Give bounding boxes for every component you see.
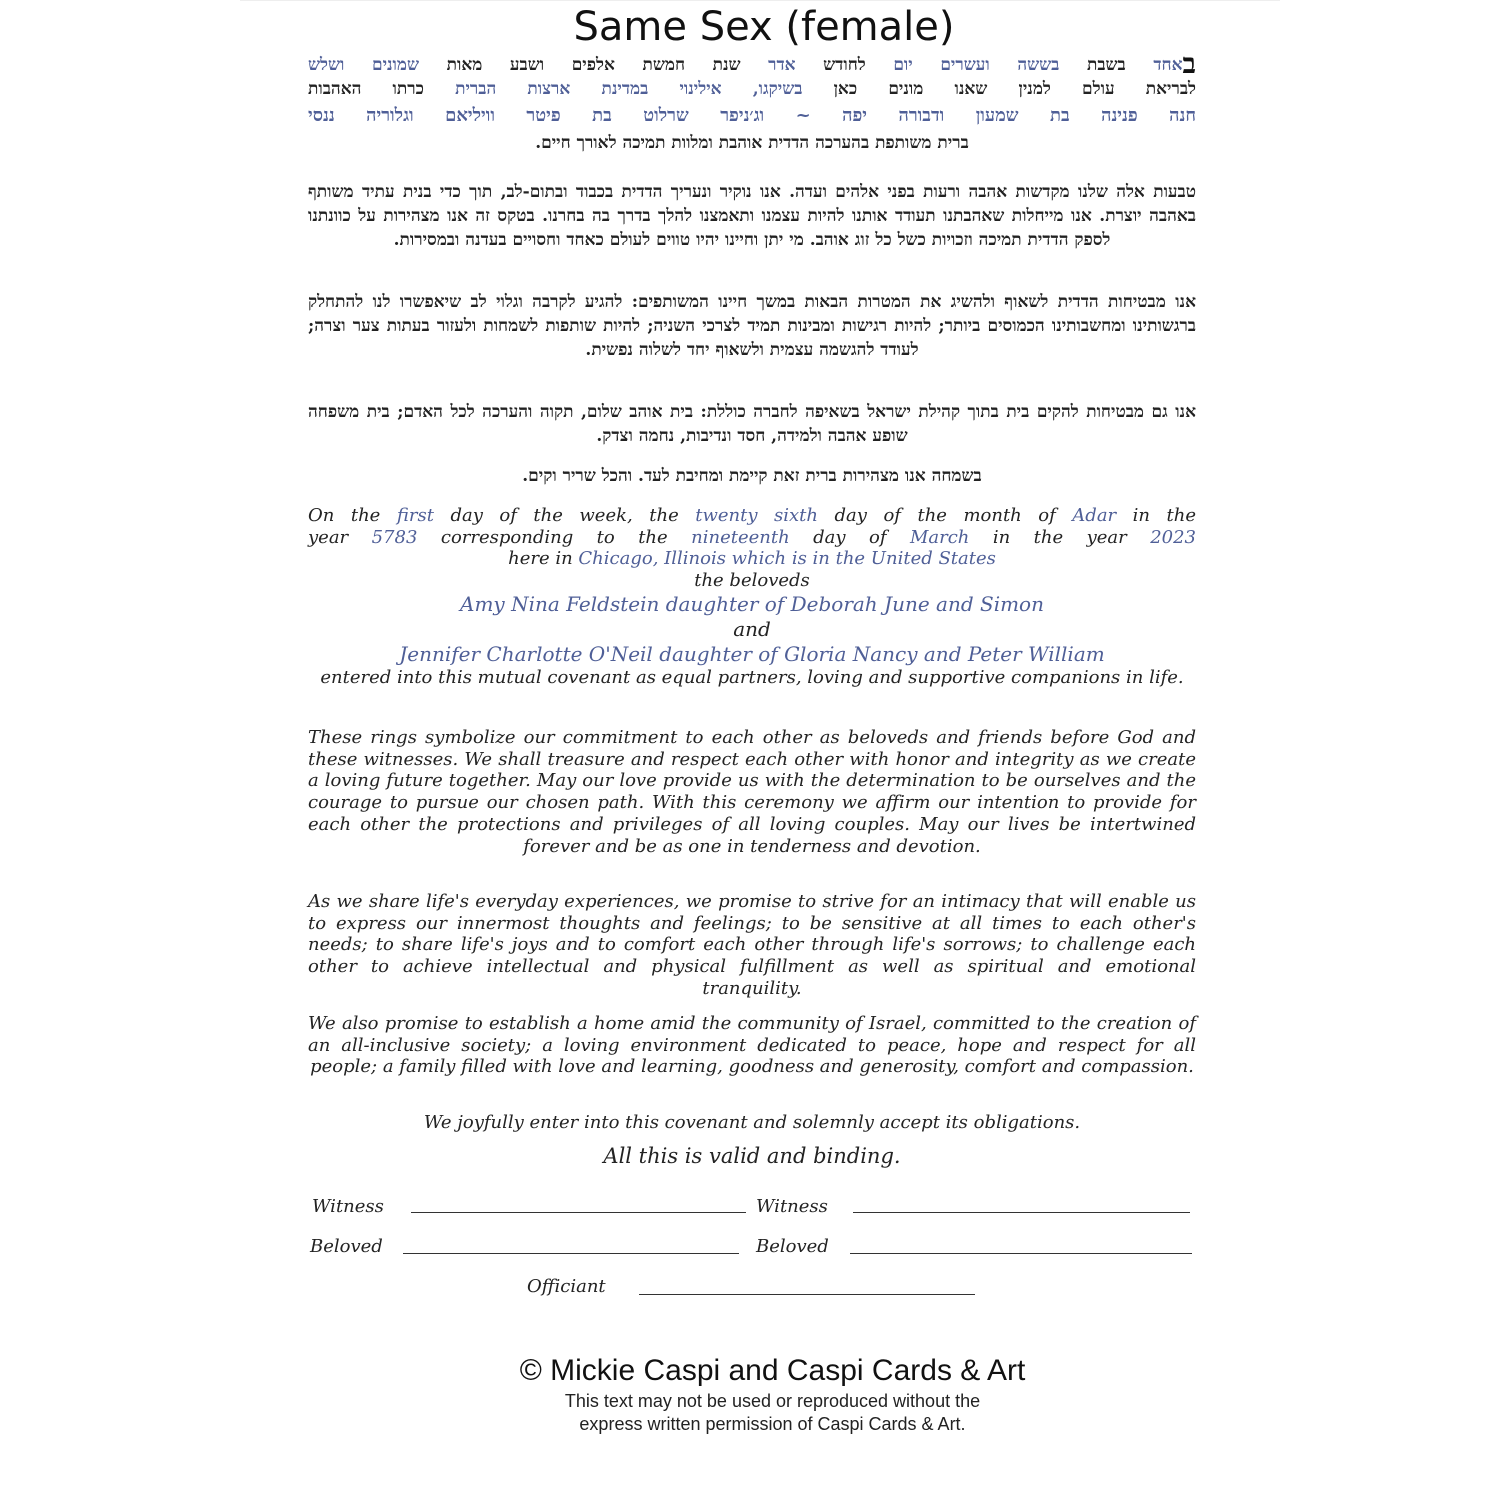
top-divider — [240, 0, 1280, 1]
hebrew-initial-letter: ב — [1182, 47, 1196, 80]
witness-2-label: Witness — [756, 1196, 828, 1217]
hebrew-paragraph-1-text: טבעות אלה שלנו מקדשות אהבה ורעות בפני אלהים ועדה. אנו נוקיר ונעריך הדדית בכבוד ובתום-לב, תוך כדי בנית עתיד משותף באהבה יוצרת. אנו מייחלות שאהבתנו תעודד אותנו להיות עצמנו ותאמצנו להלך בדרך בה בחרנו. בטקס זה אנו מצהירות על כוונתנו לספק הדדית תמיכה וזכויות כשל כל זוג אוהב. מי יתן וחיינו יהיו טווים לעולם כאחד וחסויים בעדנה ובמסירות. — [308, 182, 1196, 250]
date-line-2 — [308, 527, 1196, 549]
date-line-1 — [308, 505, 1196, 527]
officiant-line[interactable] — [639, 1294, 975, 1295]
highlighted-text: בששה ועשרים יום — [893, 55, 1060, 75]
highlighted-text: 2023 — [1150, 526, 1196, 548]
english-paragraph-3-text: We also promise to establish a home amid the community of Israel, committed to the creation of an all-inclusive society; a loving environment dedicated to peace, hope and respect for all people; a family filled with love and learning, goodness and generosity, comfort and compassion. — [308, 1013, 1196, 1078]
beloved-1-line[interactable] — [403, 1253, 739, 1254]
highlighted-text: Chicago, Illinois which is in the United States — [578, 548, 996, 570]
hebrew-closing — [308, 464, 1196, 488]
text-segment: corresponding to the — [417, 526, 692, 548]
highlighted-text: 5783 — [371, 526, 418, 548]
copyright-line-2: express written permission of Caspi Cards & Art. — [579, 1414, 966, 1434]
highlighted-text: בשיקגו, אילינוי במדינת ארצות הברית — [455, 79, 803, 99]
text-segment: year — [308, 526, 372, 548]
hebrew-paragraph-3 — [308, 400, 1196, 448]
copyright-block — [300, 1352, 1245, 1436]
witness-1-line[interactable] — [411, 1212, 746, 1213]
officiant-label: Officiant — [527, 1276, 606, 1297]
entered-covenant: entered into this mutual covenant as equal partners, loving and supportive companions in life. — [320, 666, 1184, 688]
english-paragraph-2 — [308, 891, 1196, 1000]
and-connector: and — [733, 616, 771, 641]
highlighted-text: אחד — [1153, 55, 1183, 75]
date-line-3 — [308, 548, 1196, 570]
text-segment: in the — [1116, 505, 1197, 526]
highlighted-text: twenty sixth — [695, 505, 819, 526]
text-segment: בשבת — [1059, 55, 1154, 75]
english-paragraph-3 — [308, 1013, 1196, 1078]
english-joyfully — [308, 1112, 1196, 1134]
hebrew-line-2 — [308, 77, 1196, 101]
hebrew-opening — [308, 47, 1196, 155]
english-date-block — [308, 505, 1196, 689]
text-segment: day of the week, the — [433, 505, 696, 526]
the-beloveds: the beloveds — [694, 570, 810, 592]
highlighted-text: March — [909, 526, 970, 548]
english-paragraph-2-text: As we share life's everyday experiences, we promise to strive for an intimacy that will enable us to express our innermost thoughts and feelings; to be sensitive at all times to each other's needs; to share life's joys and to comfort each other through life's sorrows; to challenge each other to achieve intellectual and physical fulfillment as well as spiritual and emotional tranquility. — [308, 891, 1196, 999]
highlighted-text: Adar — [1072, 505, 1117, 526]
hebrew-covenant-line: ברית משותפת בהערכה הדדית אוהבת ומלוות תמיכה לאורך חיים. — [535, 133, 969, 153]
highlighted-text: first — [396, 505, 434, 526]
english-valid — [308, 1146, 1196, 1168]
highlighted-text: nineteenth — [691, 526, 790, 548]
hebrew-names: חנה פנינה בת שמעון ודבורה יפה ~ וג׳ניפר שרלוט בת פיטר וויליאם וגלוריה ננסי — [308, 105, 1196, 126]
hebrew-line-1 — [308, 47, 1196, 80]
hebrew-line-1-text — [308, 55, 1183, 75]
text-segment: day of — [789, 526, 910, 548]
valid-binding-text: All this is valid and binding. — [603, 1144, 901, 1168]
hebrew-paragraph-3-text: אנו גם מבטיחות להקים בית בתוך קהילת ישראל בשאיפה לחברה כוללת: בית אוהב שלום, תקוה והערכה לכל האדם; בית משפחה שופע אהבה ולמידה, חסד ונדיבות, נחמה וצדק. — [308, 402, 1196, 446]
beloved-name-2: Jennifer Charlotte O'Neil daughter of Gloria Nancy and Peter William — [399, 641, 1105, 666]
hebrew-paragraph-2-text: אנו מבטיחות הדדית לשאוף ולהשיג את המטרות הבאות במשך חיינו המשותפים: להגיע לקרבה וגלוי לב שיאפשרו לנו להתחלק ברגשותינו ומחשבותינו הכמוסים ביותר; להיות רגישות ומבינות תמיד לצרכי השניה; להיות שותפות לשמחות ולעזור בעתות צער וצרה; לעודד להגשמה עצמית ולשאוף יחד לשלוה נפשית. — [308, 292, 1196, 360]
english-paragraph-1 — [308, 727, 1196, 857]
beloved-2-line[interactable] — [850, 1253, 1192, 1254]
text-segment: לחודש — [795, 55, 894, 75]
page-title: Same Sex (female) — [573, 4, 955, 50]
hebrew-closing-text: בשמחה אנו מצהירות ברית זאת קיימת ומחיבת לעד. והכל שריר וקים. — [522, 466, 982, 486]
highlighted-text: אדר — [768, 55, 796, 75]
text-segment: in the year — [969, 526, 1151, 548]
joyfully-text: We joyfully enter into this covenant and solemnly accept its obligations. — [423, 1112, 1081, 1133]
witness-2-line[interactable] — [853, 1212, 1190, 1213]
highlighted-text: שמונים ושלש — [308, 55, 420, 75]
hebrew-paragraph-1 — [308, 180, 1196, 252]
hebrew-paragraph-2 — [308, 290, 1196, 362]
beloved-name-1: Amy Nina Feldstein daughter of Deborah June and Simon — [460, 591, 1044, 616]
english-paragraph-1-text: These rings symbolize our commitment to each other as beloveds and friends before God and these witnesses. We shall treasure and respect each other with honor and integrity as we create a loving future together. May our love provide us with the determination to be ourselves and the courage to pursue our chosen path. With this ceremony we affirm our intention to provide for each other the protections and privileges of all loving couples. May our lives be intertwined forever and be as one in tenderness and devotion. — [308, 727, 1196, 857]
beloved-1-label: Beloved — [310, 1236, 383, 1257]
text-segment: day of the month of — [818, 505, 1073, 526]
text-segment: here in — [508, 548, 579, 570]
text-segment: לבריאת עולם למנין שאנו מונים כאן — [802, 79, 1196, 99]
text-segment: שנת חמשת אלפים ושבע מאות — [419, 55, 769, 75]
witness-1-label: Witness — [312, 1196, 384, 1217]
text-segment: כרתו האהבות — [308, 79, 456, 99]
text-segment: On the — [308, 505, 397, 526]
copyright-line-1: This text may not be used or reproduced without the — [564, 1391, 981, 1411]
copyright-heading: © Mickie Caspi and Caspi Cards & Art — [519, 1354, 1026, 1387]
beloved-2-label: Beloved — [756, 1236, 829, 1257]
